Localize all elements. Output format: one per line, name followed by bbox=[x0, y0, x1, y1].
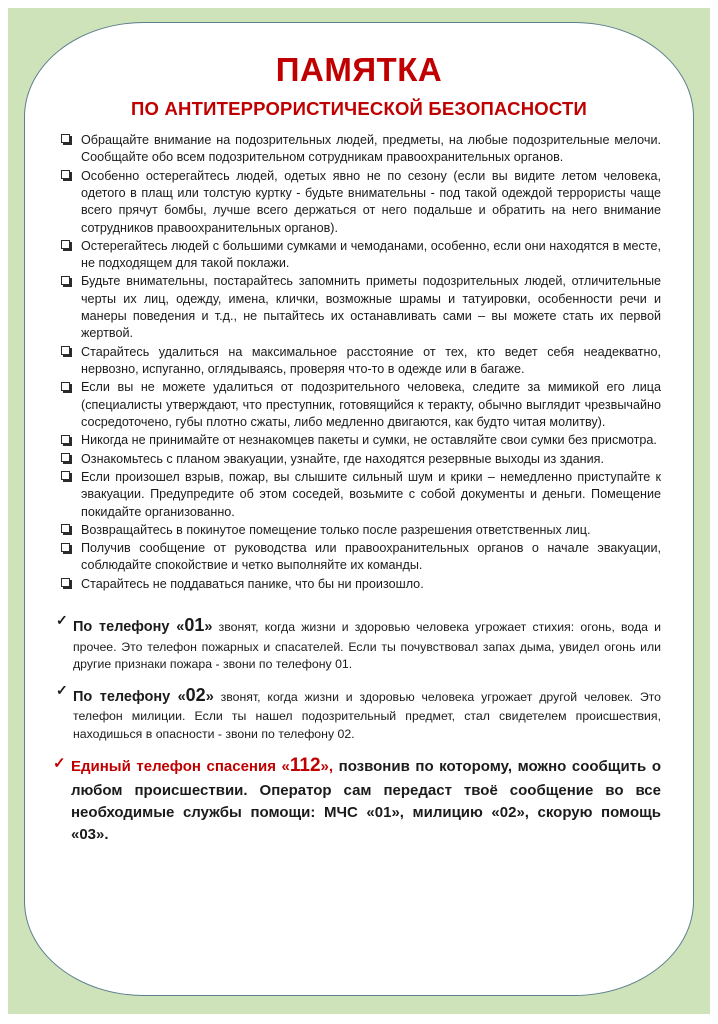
checkbox-square-icon bbox=[61, 453, 70, 462]
checklist-item-text: Никогда не принимайте от незнакомцев пакеты и сумки, не оставляйте свои сумки без присмотра. bbox=[81, 433, 657, 448]
emergency-phone-lead-prefix: По телефону « bbox=[73, 688, 186, 705]
checkbox-square-icon bbox=[61, 276, 70, 285]
checklist-item bbox=[61, 273, 661, 342]
final-lead bbox=[71, 755, 334, 777]
page-subtitle: ПО АНТИТЕРРОРИСТИЧЕСКОЙ БЕЗОПАСНОСТИ bbox=[131, 97, 587, 119]
emergency-phone-lead-suffix: » bbox=[204, 619, 213, 636]
checkmark-icon: ✓ bbox=[56, 681, 68, 698]
emergency-phone-number: 02 bbox=[185, 684, 206, 705]
checklist-item-text: Ознакомьтесь с планом эвакуации, узнайте, где находятся резервные выходы из здания. bbox=[81, 451, 604, 466]
checkbox-square-icon bbox=[61, 382, 70, 391]
checklist-item bbox=[61, 576, 661, 593]
checklist-item bbox=[61, 540, 661, 575]
checklist-item bbox=[61, 238, 661, 273]
poster-white-card bbox=[24, 22, 694, 996]
page-title: ПАМЯТКА bbox=[275, 51, 443, 88]
emergency-phone-lead bbox=[73, 684, 214, 705]
unified-emergency-number-block bbox=[53, 752, 665, 846]
checklist-item bbox=[61, 344, 661, 379]
emergency-phone-lead bbox=[73, 615, 213, 636]
checkmark-icon: ✓ bbox=[53, 755, 66, 773]
emergency-phone-number: 01 bbox=[184, 615, 205, 636]
checklist-item-text: Особенно остерегайтесь людей, одетых явно не по сезону (если вы видите летом человека, одетого в плащ или толстую куртку - будьте внимательны - под такой одеждой террористы чаще всего прячут бомбы, лучше всего держаться от него подальше и обратить на него внимание сотрудников правоохранительных органов). bbox=[81, 168, 661, 235]
emergency-phone-description: звонят, когда жизни и здоровью человека угрожает другой человек. Это телефон милиции. Если ты нашел подозрительный предмет, стал свидетелем происшествия, находишься в опасности - звони по телефону 02. bbox=[73, 689, 661, 741]
checklist-item bbox=[61, 132, 661, 167]
checklist-item bbox=[61, 379, 661, 431]
final-number: 112 bbox=[289, 755, 321, 777]
checklist-item-text: Получив сообщение от руководства или правоохранительных органов о начале эвакуации, соблюдайте спокойствие и четко выполняйте их команды. bbox=[81, 541, 661, 573]
checkbox-square-icon bbox=[61, 578, 70, 587]
checkbox-square-icon bbox=[61, 471, 70, 480]
final-lead-prefix: Единый телефон спасения « bbox=[71, 758, 290, 776]
checklist-item-text: Обращайте внимание на подозрительных людей, предметы, на любые подозрительные мелочи. Сообщайте обо всем подозрительном сотрудникам правоохранительных органов. bbox=[81, 132, 661, 165]
checklist-item bbox=[61, 432, 661, 449]
safety-checklist bbox=[53, 132, 665, 593]
final-lead-suffix: », bbox=[320, 758, 334, 776]
checkbox-square-icon bbox=[61, 346, 70, 355]
emergency-phone-item bbox=[55, 683, 661, 743]
checklist-item bbox=[61, 451, 661, 468]
checkbox-square-icon bbox=[61, 240, 70, 249]
emergency-phone-lead-suffix: » bbox=[205, 688, 214, 705]
final-body: позвонив по которому, можно сообщить о любом происшествии. Оператор сам передаст твоё сообщение во все необходимые службы помощи: МЧС «01», милицию «02», скорую помощь «03». bbox=[71, 758, 661, 844]
checklist-item-text: Остерегайтесь людей с большими сумками и чемоданами, особенно, если они находятся в месте, не подходящем для такой поклажи. bbox=[81, 238, 661, 271]
checklist-item bbox=[61, 168, 661, 237]
checklist-item-text: Если произошел взрыв, пожар, вы слышите сильный шум и крики – немедленно приступайте к эвакуации. Предупредите об этом соседей, возьмите с собой документы и деньги. Помещение покидайте организованно. bbox=[81, 469, 661, 519]
checkmark-icon: ✓ bbox=[56, 612, 68, 629]
emergency-phone-item bbox=[55, 613, 661, 673]
checkbox-square-icon bbox=[61, 134, 70, 143]
checklist-item bbox=[61, 522, 661, 539]
checklist-item-text: Старайтесь удалиться на максимальное расстояние от тех, кто ведет себя неадекватно, нервозно, испуганно, оглядываясь, проверяя что-то в одежде или в багаже. bbox=[81, 344, 661, 377]
checklist-item-text: Будьте внимательны, постарайтесь запомнить приметы подозрительных людей, отличительные черты их лиц, одежду, имена, клички, возможные шрамы и татуировки, особенности речи и манеры поведения и т.д., не пытайтесь их останавливать сами – вы можете стать их первой жертвой. bbox=[81, 274, 661, 341]
checklist-item-text: Старайтесь не поддаваться панике, что бы ни произошло. bbox=[81, 576, 424, 591]
emergency-phone-lead-prefix: По телефону « bbox=[73, 619, 185, 636]
checklist-item bbox=[61, 469, 661, 521]
poster-green-mat bbox=[8, 8, 710, 1014]
checkbox-square-icon bbox=[61, 435, 70, 444]
emergency-phone-description: звонят, когда жизни и здоровью человека угрожает стихия: огонь, вода и прочее. Это телефон пожарных и спасателей. Если ты почувствовал запах дыма, увидел огонь или другие признаки пожара - звони по телефону 01. bbox=[73, 620, 662, 672]
checkbox-square-icon bbox=[61, 170, 70, 179]
checklist-item-text: Возвращайтесь в покинутое помещение только после разрешения ответственных лиц. bbox=[81, 522, 591, 537]
checkbox-square-icon bbox=[61, 524, 70, 533]
checkbox-square-icon bbox=[61, 543, 70, 552]
checklist-item-text: Если вы не можете удалиться от подозрительного человека, следите за мимикой его лица (специалисты утверждают, что преступник, готовящийся к теракту, обычно выглядит чрезвычайно сосредоточено, губы плотно сжаты, либо медленно двигаются, как будто читая молитву). bbox=[81, 380, 661, 429]
emergency-phone-list bbox=[53, 613, 665, 743]
